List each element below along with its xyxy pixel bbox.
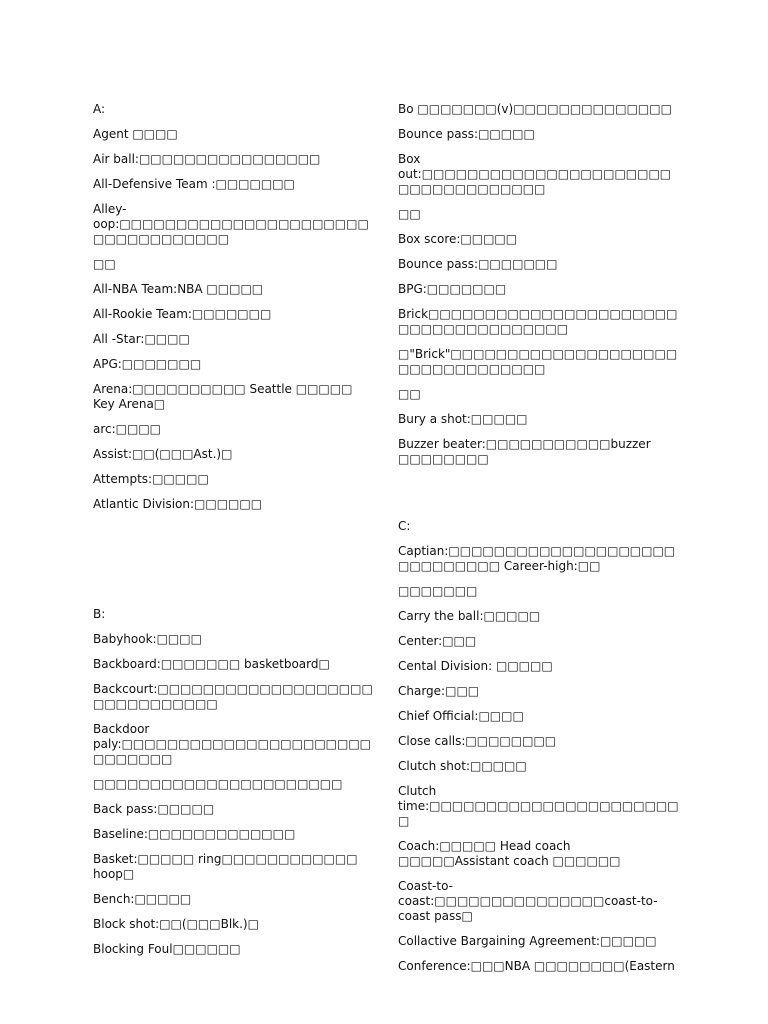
glossary-entry: Bury a shot:□□□□□ (398, 412, 528, 426)
glossary-entry: Bench:□□□□□ (93, 892, 192, 906)
glossary-entry: Backcourt:□□□□□□□□□□□□□□□□□□□□□□□□□□□□□□ (93, 682, 373, 711)
glossary-entry: Block shot:□□(□□□Blk.)□ (93, 917, 259, 931)
section-c (398, 519, 680, 974)
glossary-entry: □□□□□□□□□□□□□□□□□□□□□□ (93, 777, 343, 791)
glossary-entry: Coach:□□□□□ Head coach □□□□□Assistant coach □□□□□□ (398, 839, 621, 868)
glossary-entry: Baseline:□□□□□□□□□□□□□ (93, 827, 296, 841)
glossary-entry: Bounce pass:□□□□□□□ (398, 257, 558, 271)
section-heading: A: (93, 102, 106, 116)
glossary-entry: □□□□□□□ (398, 584, 478, 598)
glossary-entry: Clutch shot:□□□□□ (398, 759, 527, 773)
glossary-entry: Captian:□□□□□□□□□□□□□□□□□□□□□□□□□□□□□ Career-high:□□ (398, 544, 676, 573)
glossary-entry: All-Defensive Team :□□□□□□□ (93, 177, 295, 191)
glossary-entry: Clutch time:□□□□□□□□□□□□□□□□□□□□□□□ (398, 784, 679, 828)
section-spacer (93, 522, 373, 607)
glossary-entry: □□ (398, 207, 421, 221)
glossary-entry: All-Rookie Team:□□□□□□□ (93, 307, 272, 321)
glossary-entry: Buzzer beater:□□□□□□□□□□□buzzer □□□□□□□□ (398, 437, 651, 466)
section-heading: C: (398, 519, 411, 533)
glossary-entry: □□ (398, 387, 421, 401)
glossary-entry: Box out:□□□□□□□□□□□□□□□□□□□□□□□□□□□□□□□□□□□ (398, 152, 672, 196)
glossary-entry: Center:□□□ (398, 634, 477, 648)
glossary-entry: Arena:□□□□□□□□□□ Seattle □□□□□ Key Arena□ (93, 382, 353, 411)
glossary-entry: Carry the ball:□□□□□ (398, 609, 541, 623)
section-heading: B: (93, 607, 106, 621)
glossary-entry: Collactive Bargaining Agreement:□□□□□ (398, 934, 657, 948)
glossary-entry: Attempts:□□□□□ (93, 472, 209, 486)
glossary-entry: Alley-oop:□□□□□□□□□□□□□□□□□□□□□□□□□□□□□□□□□□ (93, 202, 369, 246)
glossary-entry: APG:□□□□□□□ (93, 357, 202, 371)
glossary-entry: Charge:□□□ (398, 684, 480, 698)
glossary-entry: Brick□□□□□□□□□□□□□□□□□□□□□□□□□□□□□□□□□□□□□ (398, 307, 678, 336)
glossary-entry: Back pass:□□□□□ (93, 802, 215, 816)
glossary-entry: Air ball:□□□□□□□□□□□□□□□□ (93, 152, 321, 166)
glossary-entry: Basket:□□□□□ ring□□□□□□□□□□□□ hoop□ (93, 852, 358, 881)
glossary-entry: □"Brick"□□□□□□□□□□□□□□□□□□□□□□□□□□□□□□□□□ (398, 347, 678, 376)
glossary-entry: Agent □□□□ (93, 127, 178, 141)
glossary-entry: Box score:□□□□□ (398, 232, 518, 246)
glossary-entry: Backdoor paly:□□□□□□□□□□□□□□□□□□□□□□□□□□□□□ (93, 722, 372, 766)
glossary-entry: Atlantic Division:□□□□□□ (93, 497, 263, 511)
glossary-entry: Bo □□□□□□□(v)□□□□□□□□□□□□□□ (398, 102, 672, 116)
glossary-entry: □□ (93, 257, 116, 271)
glossary-entry: BPG:□□□□□□□ (398, 282, 507, 296)
glossary-entry: Close calls:□□□□□□□□ (398, 734, 557, 748)
left-column (93, 102, 373, 967)
glossary-entry: Cental Division: □□□□□ (398, 659, 553, 673)
section-b (93, 607, 373, 957)
glossary-entry: Backboard:□□□□□□□ basketboard□ (93, 657, 330, 671)
section-b-continued (398, 102, 680, 467)
section-spacer (398, 477, 680, 519)
glossary-entry: Babyhook:□□□□ (93, 632, 202, 646)
right-column (398, 102, 680, 984)
glossary-entry: arc:□□□□ (93, 422, 162, 436)
section-a (93, 102, 373, 512)
glossary-entry: Bounce pass:□□□□□ (398, 127, 535, 141)
glossary-entry: Chief Official:□□□□ (398, 709, 524, 723)
glossary-entry: All-NBA Team:NBA □□□□□ (93, 282, 264, 296)
glossary-entry: All -Star:□□□□ (93, 332, 190, 346)
glossary-entry: Conference:□□□NBA □□□□□□□□(Eastern (398, 959, 675, 973)
glossary-entry: Assist:□□(□□□Ast.)□ (93, 447, 233, 461)
glossary-entry: Blocking Foul□□□□□□ (93, 942, 241, 956)
glossary-entry: Coast-to-coast:□□□□□□□□□□□□□□□coast-to-coast pass□ (398, 879, 658, 923)
